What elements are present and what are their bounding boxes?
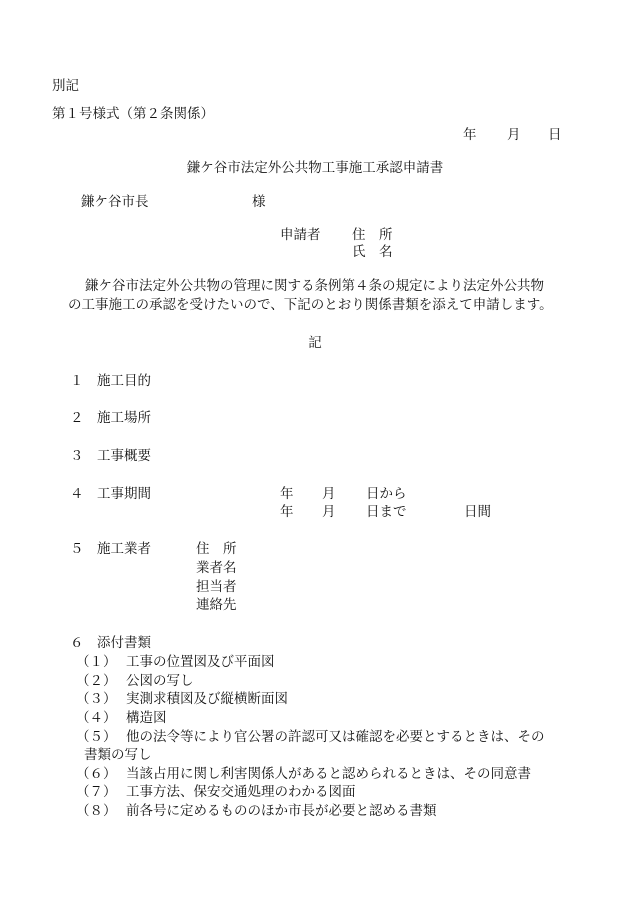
attachment-text: 当該占用に関し利害関係人があると認められるときは、その同意書	[126, 766, 531, 782]
period-days: 日間	[464, 504, 491, 520]
period-to-year: 年	[280, 504, 294, 520]
applicant-label: 申請者	[280, 227, 321, 243]
attachment-number: （７）	[76, 784, 117, 800]
period-from-year: 年	[280, 486, 294, 502]
body-line-2: の工事施工の承認を受けたいので、下記のとおり関係書類を添えて申請します。	[68, 297, 553, 313]
attachment-number: （４）	[76, 710, 117, 726]
attachment-text: 公図の写し	[126, 673, 194, 689]
appendix-label: 別記	[52, 78, 79, 94]
contractor-contact-label: 連絡先	[196, 597, 237, 613]
addressee-honorific: 様	[252, 194, 266, 210]
item-attachments-label: ６ 添付書類	[70, 635, 151, 651]
ki-label: 記	[308, 335, 322, 351]
date-day: 日	[548, 127, 562, 143]
applicant-name-label: 氏 名	[352, 244, 393, 260]
period-to-month: 月	[322, 504, 336, 520]
item-purpose: １ 施工目的	[70, 373, 151, 389]
attachment-text: 構造図	[126, 710, 167, 726]
contractor-company-label: 業者名	[196, 560, 237, 576]
attachment-text: 他の法令等により官公署の許認可又は確認を必要とするときは、その	[126, 729, 545, 745]
attachment-number: （６）	[76, 766, 117, 782]
item-contractor-label: ５ 施工業者	[70, 541, 151, 557]
item-outline: ３ 工事概要	[70, 448, 151, 464]
period-from-day: 日から	[366, 486, 407, 502]
form-label: 第１号様式（第２条関係）	[52, 106, 214, 122]
document-title: 鎌ケ谷市法定外公共物工事施工承認申請書	[186, 160, 444, 176]
contractor-person-label: 担当者	[196, 579, 237, 595]
date-month: 月	[507, 127, 521, 143]
attachment-number: （２）	[76, 673, 117, 689]
attachment-text: 工事の位置図及び平面図	[126, 654, 275, 670]
date-year: 年	[463, 127, 477, 143]
attachment-number: （８）	[76, 803, 117, 819]
attachment-number: （３）	[76, 691, 117, 707]
attachment-text: 前各号に定めるもののほか市長が必要と認める書類	[126, 803, 437, 819]
contractor-address-label: 住 所	[196, 541, 237, 557]
period-from-month: 月	[322, 486, 336, 502]
item-period-label: ４ 工事期間	[70, 486, 151, 502]
attachment-number: （５）	[76, 729, 117, 745]
attachment-number: （１）	[76, 654, 117, 670]
body-line-1: 鎌ケ谷市法定外公共物の管理に関する条例第４条の規定により法定外公共物	[85, 278, 544, 294]
period-to-day: 日まで	[366, 504, 407, 520]
attachment-continuation: 書類の写し	[84, 747, 152, 763]
item-location: ２ 施工場所	[70, 410, 151, 426]
applicant-address-label: 住 所	[352, 227, 393, 243]
addressee-name: 鎌ケ谷市長	[81, 194, 149, 210]
attachment-text: 実測求積図及び縦横断面図	[126, 691, 288, 707]
attachment-text: 工事方法、保安交通処理のわかる図面	[126, 784, 356, 800]
